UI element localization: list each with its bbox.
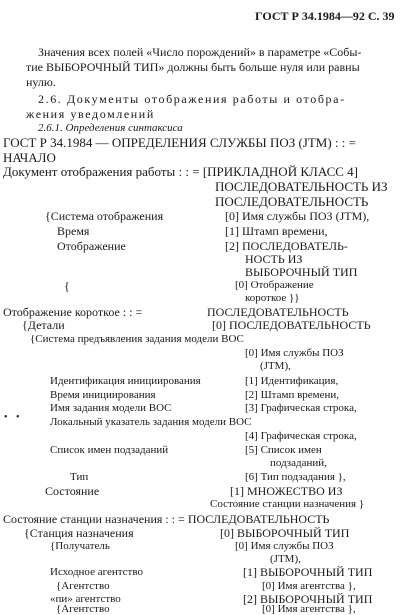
syntax-field: Отображение	[57, 239, 126, 253]
syntax-type: [0] ПОСЛЕДОВАТЕЛЬНОСТЬ	[212, 318, 371, 332]
syntax-type: [4] Графическая строка,	[245, 430, 357, 442]
syntax-field: {Станция назначения	[24, 526, 134, 540]
syntax-line: ПОСЛЕДОВАТЕЛЬНОСТЬ ИЗ	[215, 179, 388, 194]
paragraph-line: Значения всех полей «Число порождений» в параметре «Собы-	[38, 45, 362, 59]
syntax-type: [1] Идентификация,	[245, 375, 339, 387]
paragraph-line: тие ВЫБОРОЧНЫЙ ТИП» должны быть больше нуля или равны	[26, 60, 360, 74]
paragraph-line: нулю.	[26, 75, 56, 89]
syntax-type: ВЫБОРОЧНЫЙ ТИП	[245, 265, 358, 279]
syntax-type: Состояние станции назначения }	[210, 498, 365, 510]
syntax-type: [0] ВЫБОРОЧНЫЙ ТИП	[220, 526, 350, 540]
syntax-field: {Система отображения	[45, 209, 164, 223]
margin-marks: • •	[4, 412, 23, 423]
syntax-type: [2] Штамп времени,	[245, 389, 340, 401]
syntax-field: Локальный указатель задания модели ВОС	[50, 416, 252, 428]
syntax-line: ГОСТ Р 34.1984 — ОПРЕДЕЛЕНИЯ СЛУЖБЫ ПОЗ (JTM) : : =	[3, 135, 356, 150]
syntax-type: (JTM),	[260, 360, 291, 372]
syntax-line: ПОСЛЕДОВАТЕЛЬНОСТЬ	[215, 194, 369, 209]
syntax-type: [6] Тип подзадания },	[245, 471, 346, 483]
syntax-line: Документ отображения работы : : = [ПРИКЛАДНОЙ КЛАСС 4]	[3, 164, 358, 179]
section-title: 2.6. Документы отображения работы и отобра-	[38, 92, 346, 106]
syntax-field: Идентификация инициирования	[50, 375, 201, 387]
syntax-field: {Агентство	[56, 580, 110, 592]
syntax-type: короткое }}	[245, 292, 300, 304]
syntax-line: Состояние станции назначения : : = ПОСЛЕДОВАТЕЛЬНОСТЬ	[3, 512, 330, 526]
section-title: жения уведомлений	[26, 107, 155, 121]
subsection-title: 2.6.1. Определения синтаксиса	[38, 122, 183, 134]
syntax-type: [0] Имя агентства },	[262, 580, 356, 592]
syntax-field: «пи» агентство	[50, 593, 121, 605]
syntax-type: [0] Отображение	[235, 279, 314, 291]
syntax-type: НОСТЬ ИЗ	[245, 252, 303, 266]
syntax-field: Исходное агентство	[50, 566, 143, 578]
syntax-field: {Агентство	[56, 603, 110, 615]
syntax-type: [0] Имя службы ПОЗ	[245, 347, 344, 359]
syntax-field: {Детали	[22, 318, 65, 332]
syntax-type: [0] Имя агентства },	[262, 603, 356, 615]
syntax-field: Список имен подзаданий	[50, 444, 169, 456]
syntax-field: Тип	[70, 471, 89, 483]
syntax-field: {Система предъявления задания модели ВОС	[30, 333, 244, 345]
syntax-field: Время инициирования	[50, 389, 156, 401]
syntax-type: [1] ВЫБОРОЧНЫЙ ТИП	[243, 565, 373, 579]
syntax-type: [1] Штамп времени,	[225, 224, 328, 238]
syntax-type: (JTM),	[270, 553, 301, 565]
syntax-type: подзаданий,	[270, 457, 327, 469]
syntax-type: [0] Имя службы ПОЗ	[235, 540, 334, 552]
page-header: ГОСТ Р 34.1984—92 С. 39	[255, 9, 395, 23]
syntax-field: Отображение короткое : : =	[3, 305, 143, 319]
syntax-field: Время	[57, 224, 90, 238]
syntax-type: [2] ВЫБОРОЧНЫЙ ТИП	[243, 592, 373, 606]
syntax-type: [2] ПОСЛЕДОВАТЕЛЬ-	[225, 239, 348, 253]
syntax-type: [3] Графическая строка,	[245, 402, 357, 414]
syntax-type: ПОСЛЕДОВАТЕЛЬНОСТЬ	[207, 305, 349, 319]
syntax-type: [0] Имя службы ПОЗ (JTM),	[225, 209, 370, 223]
syntax-line: НАЧАЛО	[3, 150, 56, 165]
syntax-field: {Получатель	[50, 540, 110, 552]
syntax-type: [5] Список имен	[245, 444, 322, 456]
syntax-field: Состояние	[45, 484, 100, 498]
syntax-field: {	[64, 279, 70, 293]
syntax-field: Имя задания модели ВОС	[50, 402, 172, 414]
syntax-type: [1] МНОЖЕСТВО ИЗ	[230, 484, 343, 498]
